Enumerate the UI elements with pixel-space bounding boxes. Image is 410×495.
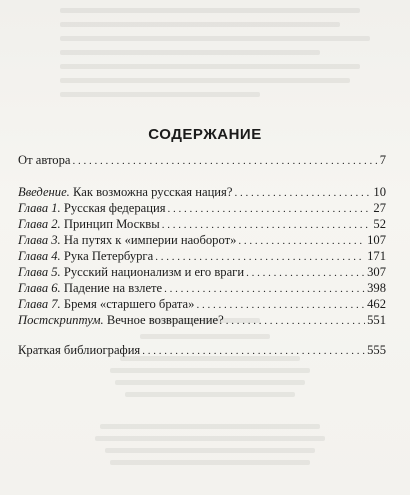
toc-entry-page: 10 — [373, 185, 386, 199]
toc-entry — [18, 216, 386, 232]
dot-leader — [155, 249, 365, 265]
dot-leader — [196, 297, 365, 313]
toc-entry-page: 107 — [367, 233, 386, 247]
toc-entry-prefix: Глава 1. — [18, 201, 61, 215]
toc-entry-page: 398 — [367, 281, 386, 295]
dot-leader — [234, 185, 371, 201]
toc-entry-prefix: Введение. — [18, 185, 70, 199]
toc-entry-title: Русская федерация — [60, 201, 166, 215]
toc-entry-page: 307 — [367, 265, 386, 279]
dot-leader — [162, 217, 372, 233]
dot-leader — [164, 281, 365, 297]
toc-entry — [18, 264, 386, 280]
toc-entry — [18, 296, 386, 312]
toc-entry — [18, 280, 386, 296]
dot-leader — [246, 265, 365, 281]
toc-entry-prefix: Глава 6. — [18, 281, 61, 295]
toc-entry-prefix: Глава 7. — [18, 297, 61, 311]
toc-entry-title: На путях к «империи наоборот» — [60, 233, 237, 247]
toc-entry — [18, 342, 386, 358]
toc-entry-prefix: Глава 3. — [18, 233, 61, 247]
toc-entry-prefix: Глава 2. — [18, 217, 61, 231]
dot-leader — [226, 313, 365, 329]
toc-entry-page: 27 — [373, 201, 386, 215]
toc-entry — [18, 312, 386, 328]
toc-entry-title: От автора — [18, 153, 71, 167]
toc-entry-page: 171 — [367, 249, 386, 263]
toc-entry-title: Вечное возвращение? — [103, 313, 224, 327]
toc-entry-prefix: Глава 4. — [18, 249, 61, 263]
toc-entry — [18, 232, 386, 248]
dot-leader — [168, 201, 372, 217]
toc-entry-prefix: Глава 5. — [18, 265, 61, 279]
toc-entry-title: Русский национализм и его враги — [60, 265, 245, 279]
toc-entry — [18, 184, 386, 200]
dot-leader — [73, 153, 378, 169]
toc-entry — [18, 248, 386, 264]
toc-entry-page: 7 — [379, 153, 386, 167]
toc-entry-page: 52 — [373, 217, 386, 231]
toc-entry-title: Бремя «старшего брата» — [60, 297, 195, 311]
toc-entry-title: Рука Петербурга — [60, 249, 154, 263]
toc-entry-page: 551 — [367, 313, 386, 327]
toc-entry-page: 462 — [367, 297, 386, 311]
toc-entry-title: Как возможна русская нация? — [69, 185, 233, 199]
toc-entry-page: 555 — [367, 343, 386, 357]
toc-entry-title: Принцип Москвы — [60, 217, 160, 231]
toc-entry — [18, 152, 386, 168]
toc-entry-title: Краткая библиография — [18, 343, 141, 357]
dot-leader — [142, 343, 365, 359]
toc-entry — [18, 200, 386, 216]
toc-entry-prefix: Постскриптум. — [18, 313, 104, 327]
page-title: СОДЕРЖАНИЕ — [148, 126, 262, 143]
dot-leader — [238, 233, 365, 249]
toc-entry-title: Падение на взлете — [60, 281, 163, 295]
